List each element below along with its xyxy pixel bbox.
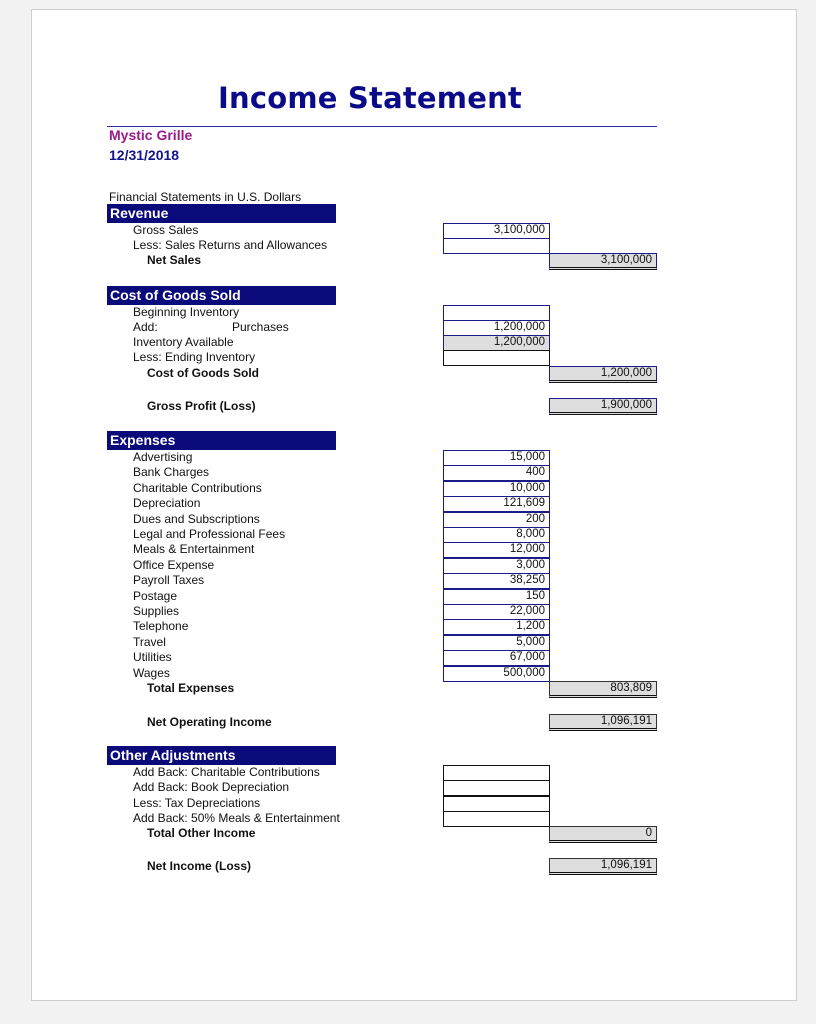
beginning-inventory-cell[interactable] (443, 305, 550, 321)
row-value-cell[interactable] (443, 765, 550, 781)
row-value-cell[interactable]: 10,000 (443, 481, 550, 497)
ending-inventory-label: Less: Ending Inventory (133, 350, 256, 364)
section-header-cogs: Cost of Goods Sold (107, 286, 336, 305)
currency-note: Financial Statements in U.S. Dollars (109, 190, 302, 204)
returns-label: Less: Sales Returns and Allowances (133, 238, 328, 252)
row-label: Travel (133, 634, 166, 649)
purchases-label: Purchases (232, 320, 289, 334)
row-value-cell[interactable]: 12,000 (443, 542, 550, 558)
row-label: Telephone (133, 619, 189, 634)
net-income-total[interactable]: 1,096,191 (549, 858, 657, 875)
row-label: Bank Charges (133, 465, 210, 480)
row-label: Less: Tax Depreciations (133, 795, 261, 810)
row-label: Meals & Entertainment (133, 542, 255, 557)
row-label: Depreciation (133, 496, 201, 511)
purchases-cell[interactable]: 1,200,000 (443, 320, 550, 336)
row-label: Add Back: Book Depreciation (133, 780, 290, 795)
row-value-cell[interactable]: 1,200 (443, 619, 550, 635)
beginning-inventory-label: Beginning Inventory (133, 305, 240, 319)
gross-sales-label: Gross Sales (133, 223, 199, 237)
ending-inventory-cell[interactable] (443, 350, 550, 366)
gross-sales-cell[interactable]: 3,100,000 (443, 223, 550, 239)
row-value-cell[interactable]: 15,000 (443, 450, 550, 466)
company-name: Mystic Grille (109, 127, 193, 143)
row-value-cell[interactable]: 500,000 (443, 666, 550, 682)
total-expenses-label: Total Expenses (147, 681, 235, 695)
row-value-cell[interactable]: 121,609 (443, 496, 550, 512)
row-value-cell[interactable]: 200 (443, 512, 550, 528)
returns-cell[interactable] (443, 238, 550, 254)
section-header-other-adjustments: Other Adjustments (107, 746, 336, 765)
row-label: Office Expense (133, 557, 215, 572)
section-header-expenses: Expenses (107, 431, 336, 450)
row-label: Postage (133, 588, 178, 603)
row-label: Legal and Professional Fees (133, 527, 286, 541)
gross-profit-total[interactable]: 1,900,000 (549, 398, 657, 415)
row-value-cell[interactable]: 22,000 (443, 604, 550, 620)
row-label: Charitable Contributions (133, 480, 262, 495)
row-label: Supplies (133, 604, 180, 618)
add-label: Add: (133, 320, 158, 334)
section-header-revenue: Revenue (107, 204, 336, 223)
net-income-label: Net Income (Loss) (147, 859, 252, 873)
row-value-cell[interactable]: 400 (443, 465, 550, 481)
row-value-cell[interactable] (443, 780, 550, 796)
row-value-cell[interactable]: 8,000 (443, 527, 550, 543)
inventory-available-label: Inventory Available (133, 335, 234, 349)
row-label: Add Back: 50% Meals & Entertainment (133, 811, 340, 826)
net-operating-income-label: Net Operating Income (147, 715, 272, 729)
total-expenses[interactable]: 803,809 (549, 681, 657, 698)
row-value-cell[interactable]: 150 (443, 589, 550, 605)
cogs-total-label: Cost of Goods Sold (147, 366, 259, 380)
row-label: Dues and Subscriptions (133, 511, 260, 526)
row-value-cell[interactable] (443, 796, 550, 812)
row-label: Payroll Taxes (133, 573, 205, 588)
row-label: Add Back: Charitable Contributions (133, 765, 320, 779)
total-other-income[interactable]: 0 (549, 826, 657, 843)
statement-date: 12/31/2018 (109, 147, 180, 163)
net-sales-label: Net Sales (147, 253, 202, 267)
net-operating-income-total[interactable]: 1,096,191 (549, 714, 657, 731)
page-title: Income Statement (218, 81, 522, 115)
inventory-available-cell[interactable]: 1,200,000 (443, 335, 550, 351)
row-value-cell[interactable]: 3,000 (443, 558, 550, 574)
total-other-income-label: Total Other Income (147, 826, 256, 840)
row-label: Advertising (133, 450, 193, 464)
row-value-cell[interactable]: 5,000 (443, 635, 550, 651)
row-value-cell[interactable]: 38,250 (443, 573, 550, 589)
row-value-cell[interactable]: 67,000 (443, 650, 550, 666)
row-label: Wages (133, 665, 170, 680)
net-sales-total[interactable]: 3,100,000 (549, 253, 657, 270)
row-label: Utilities (133, 650, 172, 665)
gross-profit-label: Gross Profit (Loss) (147, 399, 256, 413)
cogs-total[interactable]: 1,200,000 (549, 366, 657, 383)
row-value-cell[interactable] (443, 811, 550, 827)
